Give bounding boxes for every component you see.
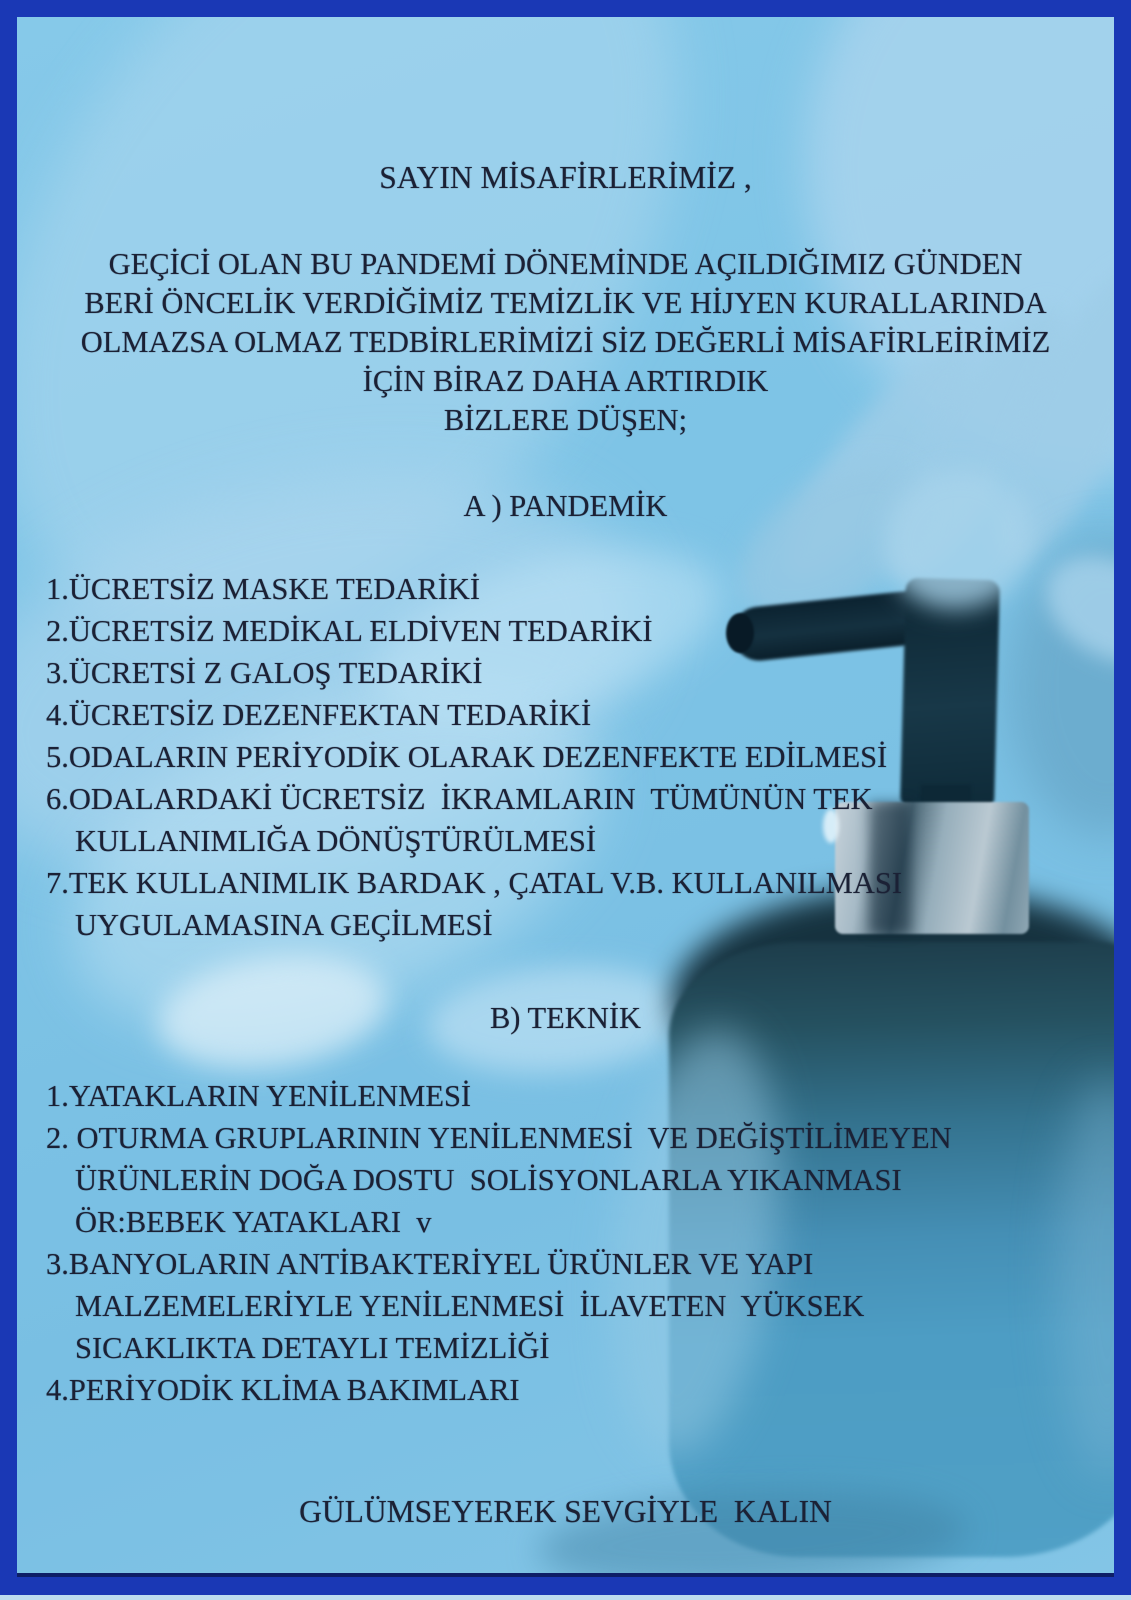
- list-a-item-1: 1.ÜCRETSİZ MASKE TEDARİKİ: [46, 572, 481, 606]
- list-a-item-2: 2.ÜCRETSİZ MEDİKAL ELDİVEN TEDARİKİ: [46, 614, 653, 648]
- section-b-title: B) TEKNİK: [489, 1001, 642, 1035]
- list-a-item-5: 5.ODALARIN PERİYODİK OLARAK DEZENFEKTE EDİLMESİ: [46, 740, 888, 774]
- list-b-item-3-cont-2: SICAKLIKTA DETAYLI TEMİZLİĞİ: [75, 1331, 550, 1365]
- intro-line-4: İÇİN BİRAZ DAHA ARTIRDIK: [362, 364, 769, 398]
- intro-line-1: GEÇİCİ OLAN BU PANDEMİ DÖNEMİNDE AÇILDIĞIMIZ GÜNDEN: [108, 247, 1023, 281]
- intro-line-2: BERİ ÖNCELİK VERDİĞİMİZ TEMİZLİK VE HİJYEN KURALLARINDA: [84, 286, 1047, 320]
- footer-line: GÜLÜMSEYEREK SEVGİYLE KALIN: [299, 1494, 832, 1529]
- intro-line-3: OLMAZSA OLMAZ TEDBİRLERİMİZİ SİZ DEĞERLİ MİSAFİRLEİRİMİZ: [80, 325, 1051, 359]
- list-a-item-4: 4.ÜCRETSİZ DEZENFEKTAN TEDARİKİ: [46, 698, 592, 732]
- list-a-item-3: 3.ÜCRETSİ Z GALOŞ TEDARİKİ: [46, 656, 483, 690]
- list-a-item-7-cont: UYGULAMASINA GEÇİLMESİ: [75, 908, 493, 942]
- section-a-title: A ) PANDEMİK: [463, 489, 668, 523]
- poster-photo-background: [17, 17, 1114, 1577]
- list-b-item-4: 4.PERİYODİK KLİMA BAKIMLARI: [46, 1373, 520, 1407]
- list-b-item-3-cont-1: MALZEMELERİYLE YENİLENMESİ İLAVETEN YÜKSEK: [75, 1289, 865, 1323]
- bottom-edge-strip: [0, 1595, 1131, 1600]
- list-b-item-1: 1.YATAKLARIN YENİLENMESİ: [46, 1079, 472, 1113]
- section-a-list: [46, 568, 902, 946]
- greeting-line: SAYIN MİSAFİRLERİMİZ ,: [379, 160, 752, 195]
- list-b-item-2-cont-2: ÖR:BEBEK YATAKLARI v: [75, 1205, 432, 1239]
- intro-paragraph: [17, 245, 1114, 440]
- list-a-item-6: 6.ODALARDAKİ ÜCRETSİZ İKRAMLARIN TÜMÜNÜN TEK: [46, 782, 873, 816]
- section-b-list: [46, 1075, 952, 1411]
- list-b-item-3: 3.BANYOLARIN ANTİBAKTERİYEL ÜRÜNLER VE YAPI: [46, 1247, 814, 1281]
- poster-text-layer: [17, 17, 1114, 1573]
- list-b-item-2: 2. OTURMA GRUPLARININ YENİLENMESİ VE DEĞİŞTİLİMEYEN: [46, 1121, 952, 1155]
- list-b-item-2-cont-1: ÜRÜNLERİN DOĞA DOSTU SOLİSYONLARLA YIKANMASI: [75, 1163, 902, 1197]
- list-a-item-7: 7.TEK KULLANIMLIK BARDAK , ÇATAL V.B. KULLANILMASI: [46, 866, 903, 900]
- list-a-item-6-cont: KULLANIMLIĞA DÖNÜŞTÜRÜLMESİ: [75, 824, 597, 858]
- intro-line-5: BİZLERE DÜŞEN;: [443, 403, 688, 437]
